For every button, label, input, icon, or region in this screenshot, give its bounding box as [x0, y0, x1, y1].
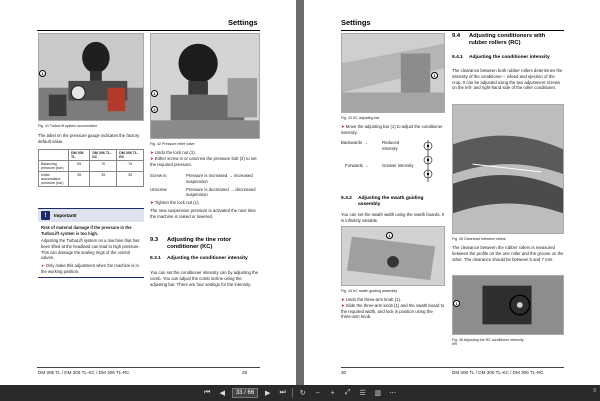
table-cell: 35 — [117, 172, 144, 187]
fig41-caption: Fig. 41 TurboLift system accumulator — [38, 124, 97, 128]
last-page-icon[interactable]: ⏭ — [279, 389, 286, 396]
important-notice — [38, 208, 144, 278]
fig43-callout-1: 1 — [431, 72, 438, 79]
section-title: Adjusting the tine rotor conditioner (KC) — [167, 237, 232, 250]
header-rule — [341, 30, 564, 31]
zoom-in-icon[interactable]: + — [330, 389, 335, 397]
fig43-photo — [341, 33, 445, 113]
two-page-icon[interactable]: ▥ — [374, 390, 381, 397]
footer-model: DM 306 TL / DM 306 TL-KC / DM 306 TL-RC — [38, 370, 130, 375]
rotate-icon[interactable]: ↻ — [299, 390, 306, 397]
arrow-icon: ➤ — [41, 263, 46, 269]
arrow-icon: ➤ — [150, 150, 155, 155]
pressure-action-table — [150, 173, 260, 198]
subsection-title: Adjusting the swath guiding assembly — [358, 196, 424, 207]
fig42-photo — [150, 33, 260, 139]
zoom-out-icon[interactable]: − — [315, 389, 320, 397]
arrow-icon: ➤ — [341, 302, 346, 308]
notice-body — [38, 222, 144, 277]
step-item: ➤ Undo the lock nut (1). — [150, 150, 196, 155]
fig42-callout-1: 1 — [151, 90, 158, 97]
clearance-text: The clearance between the rubber rollers is measured between the profile on the one roller and the groove on the other. The clearance should be between 5 and 7 mm. — [452, 245, 564, 262]
step-item: ➤ Undo the three-arm knob (1). — [341, 297, 402, 302]
subsection-text: You can set the conditioner intensity can by adjusting the comb. You can adjust the comb incline using the adjusting bar. There are four settings for the intensity. — [150, 270, 259, 287]
greater-label: Greater intensity — [382, 163, 414, 168]
step-tighten: ➤ Tighten the lock nut (1). — [150, 200, 200, 205]
fig41-callout-1: 1 — [39, 70, 46, 77]
arrow-icon: ➤ — [341, 124, 346, 129]
section-title: Adjusting conditioners with rubber rollers (RC) — [469, 33, 546, 46]
table-header — [39, 150, 69, 161]
subsection-title: Adjusting the conditioner intensity — [167, 256, 248, 261]
subsection-number: 9.3.1 — [150, 256, 161, 261]
table-cell: 55 — [69, 161, 90, 172]
scroll-mode-icon[interactable]: ☰ — [359, 390, 366, 397]
more-icon[interactable]: ⋯ — [389, 390, 397, 397]
section-number: 9.4 — [452, 33, 461, 39]
page-header: Settings — [228, 18, 258, 27]
fig45-caption: Fig. 45 Clearance between rollers — [452, 237, 506, 241]
step-item: ➤ Either screw in or unscrew the pressure bolt (2) to set the required pressure. — [150, 155, 257, 167]
table-cell: 75 — [117, 161, 144, 172]
subsection-number: 9.4.1 — [452, 55, 463, 60]
step-move: ➤ Move the adjusting bar (1) to adjust the conditioner intensity. — [341, 124, 443, 135]
pressure-spec-table — [38, 149, 144, 187]
backwards-label: Backwards → — [341, 140, 368, 145]
arrow-icon: ➤ — [150, 155, 155, 161]
page-number: 30 — [341, 370, 347, 375]
notice-icon: ! — [41, 211, 50, 220]
footer-rule — [341, 367, 564, 368]
fig44-caption: Fig. 44 KC swath guiding assembly — [341, 289, 398, 293]
suspension-note: The new suspension pressure is activated the next time the machine is raised or lowered. — [150, 208, 256, 219]
prev-page-icon[interactable]: ◀ — [219, 390, 225, 397]
step-list — [150, 150, 260, 167]
next-page-icon[interactable]: ▶ — [264, 390, 271, 397]
section-number: 9.3 — [150, 237, 159, 243]
fig44-photo — [341, 226, 445, 286]
step-list — [341, 297, 445, 320]
intensity-diagram — [417, 138, 439, 184]
forwards-label: Forwards → — [345, 163, 369, 168]
page-input[interactable]: 33 / 66 — [232, 388, 258, 398]
zoom-indicator: 9 — [593, 388, 596, 394]
notice-text: Adjusting the TurboLift system on a machine that has been lifted at the headland can lead to high pressure. This can damage the sealing rings of the control valves. — [41, 238, 140, 261]
first-page-icon[interactable]: ⏮ — [204, 389, 211, 396]
page-header: Settings — [341, 18, 371, 27]
table-cell: 35 — [90, 172, 117, 187]
fig42-callout-2: 2 — [151, 106, 158, 113]
footer-rule — [37, 367, 260, 368]
subsection-number: 9.3.2 — [341, 196, 352, 201]
step-item: ➤ Slide the three-arm knob (1) and the swath board to the required width, and lock in position using the three-arm knob. — [341, 302, 445, 320]
fig45-photo — [452, 104, 564, 234]
page-number: 29 — [242, 370, 248, 375]
notice-action: ➤ Only make this adjustment when the machine is in the working position. — [41, 263, 139, 274]
footer-model: DM 306 TL / DM 306 TL-KC / DM 306 TL-RC — [452, 370, 544, 375]
table-header: DM 306 TL-KC — [90, 150, 117, 161]
table-header: DM 306 TL-RC — [117, 150, 144, 161]
subsection-text: You can set the swath width using the swath boards. It is infinitely variable. — [341, 212, 445, 223]
table-cell: 70 — [90, 161, 117, 172]
fig46-caption: Fig. 46 Adjusting the RC conditioner intensity left — [452, 338, 524, 347]
arrow-icon: ➤ — [341, 297, 346, 302]
table-cell: 35 — [69, 172, 90, 187]
table-cell: Balancing pressure (bar) — [39, 161, 69, 172]
arrow-icon: ➤ — [150, 200, 155, 205]
intro-text: The label on the pressure gauge indicates the factory default value. — [38, 133, 140, 144]
fig43-caption: Fig. 43 KC adjusting bar — [341, 116, 380, 120]
table-header: DM 306 TL — [69, 150, 90, 161]
right-page — [304, 0, 600, 385]
fig46-photo — [452, 275, 564, 335]
fig41-photo — [38, 33, 144, 121]
subsection-text: The clearance between both rubber rollers determines the intensity of the conditioner – infeed and ejection of the crop. It can be adjusted using the two adjustment screws on the left- and right-hand side of the roller conditioner. — [452, 68, 563, 91]
table-cell: Initial accumulator pressure (bar) — [39, 172, 69, 187]
notice-lead: Risk of material damage if the pressure in the TurboLift system is too high. — [41, 225, 132, 236]
table-row: Unscrew Pressure is decreased → decreased suspension — [150, 186, 256, 198]
fit-page-icon[interactable]: ⤢ — [344, 389, 351, 396]
left-page — [0, 0, 296, 385]
viewer-toolbar — [0, 385, 600, 401]
fig44-callout-1: 1 — [386, 232, 393, 239]
reduced-label: Reduced intensity — [382, 140, 400, 151]
subsection-title: Adjusting the conditioner intensity — [469, 55, 550, 60]
table-row: Screw in Pressure is increased → increased suspension — [150, 173, 253, 184]
fig46-callout-1: 1 — [453, 300, 460, 307]
notice-title: Important! — [54, 213, 77, 218]
notice-header — [38, 209, 144, 222]
header-rule — [37, 30, 260, 31]
toolbar-divider — [292, 388, 293, 398]
fig42-caption: Fig. 42 Pressure relief valve — [150, 142, 195, 146]
